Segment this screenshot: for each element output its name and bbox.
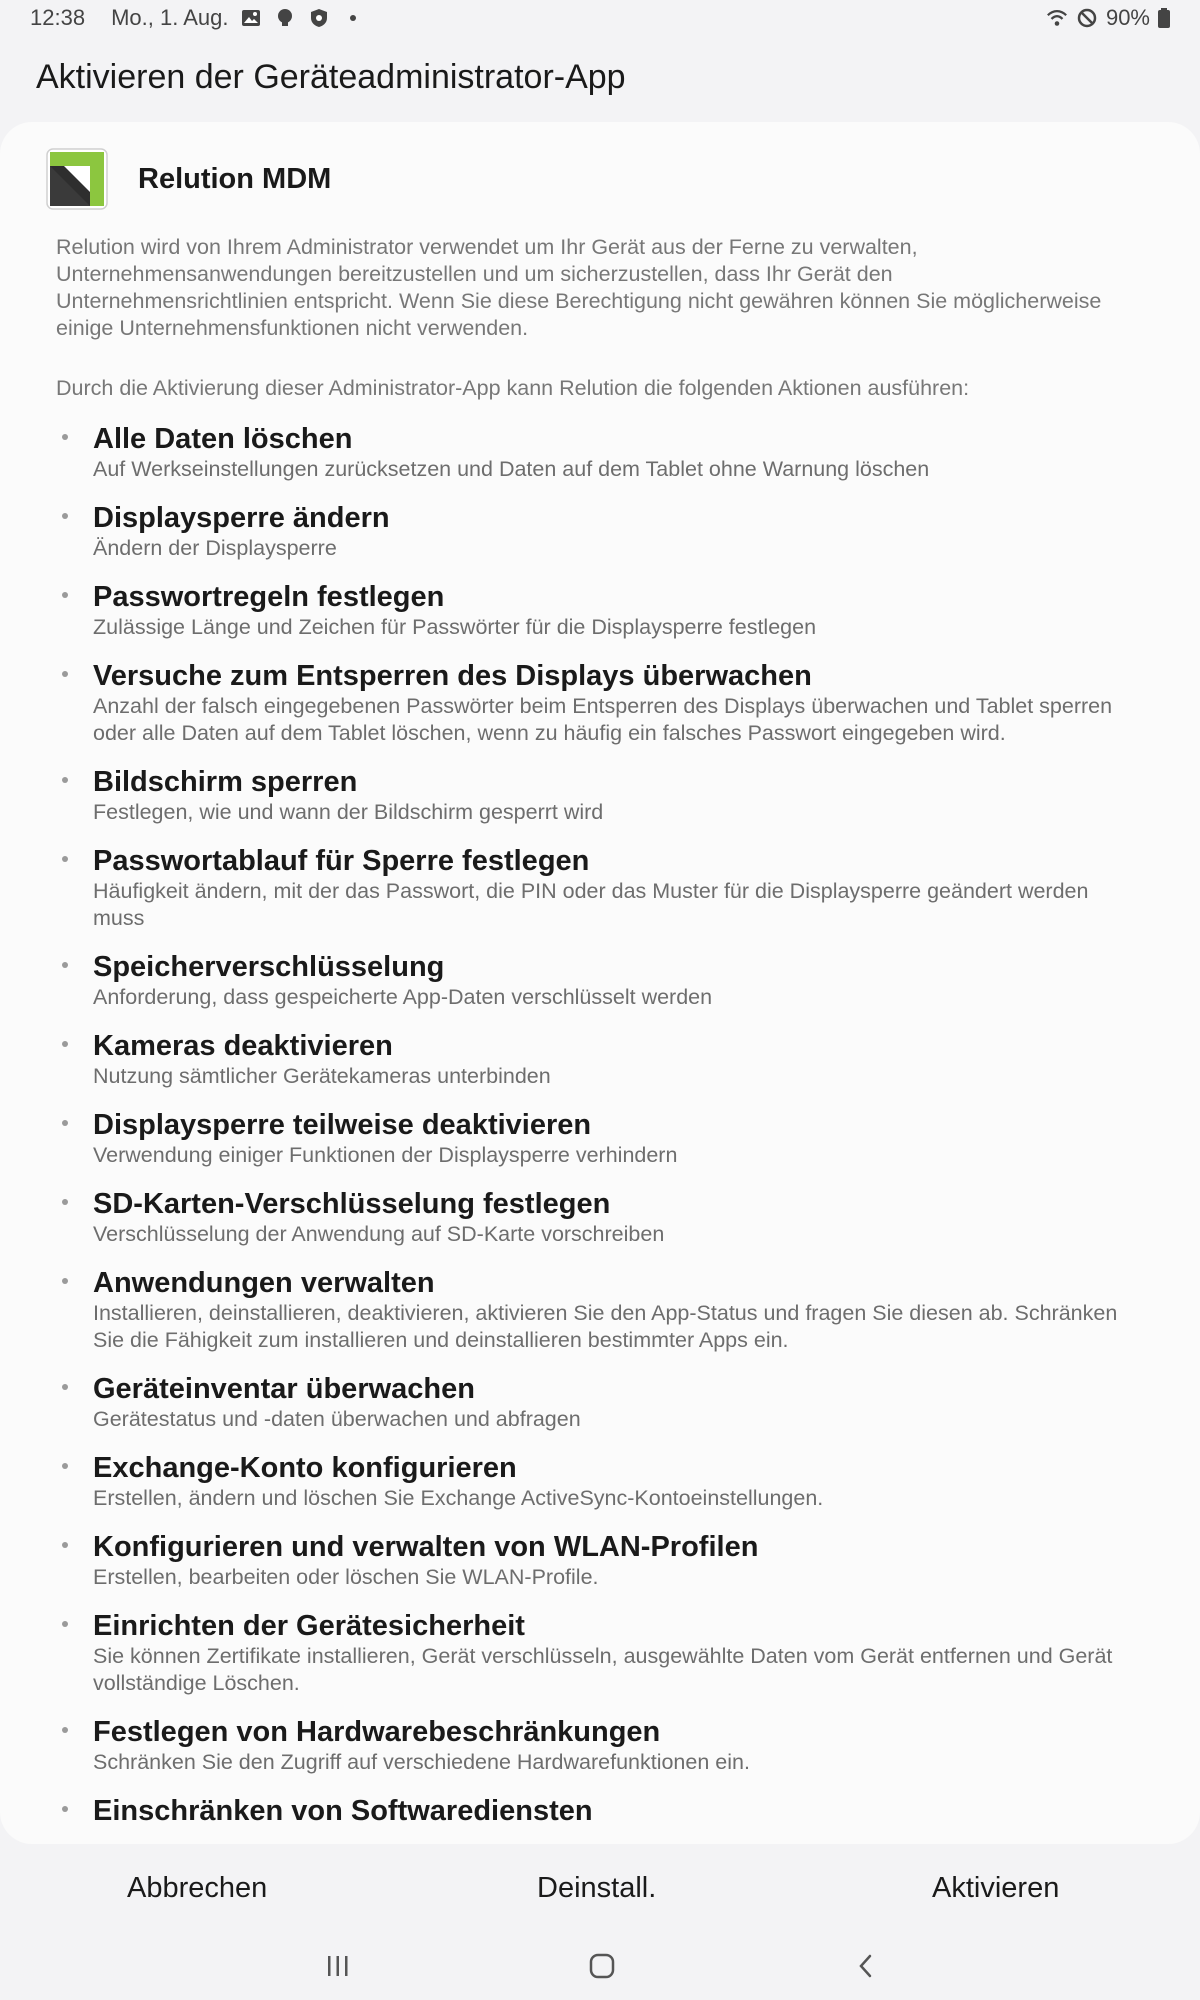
back-icon[interactable] — [844, 1944, 888, 1988]
date: Mo., 1. Aug. — [111, 5, 229, 30]
permission-desc: Sie können Zertifikate installieren, Gerät verschlüsseln, ausgewählte Daten vom Gerät entfernen und Gerät vollständige Löschen. — [93, 1644, 1113, 1695]
permission-title: Geräteinventar überwachen — [93, 1373, 475, 1405]
permission-title: Passwortregeln festlegen — [93, 581, 445, 613]
bullet-icon — [62, 1542, 68, 1548]
permission-title: Kameras deaktivieren — [93, 1030, 393, 1062]
permission-desc: Schränken Sie den Zugriff auf verschiedene Hardwarefunktionen ein. — [93, 1750, 750, 1774]
permission-item — [0, 1108, 1200, 1169]
bullet-icon — [62, 671, 68, 677]
recent-apps-icon[interactable] — [316, 1944, 360, 1988]
permission-desc: Anforderung, dass gespeicherte App-Daten verschlüsselt werden — [93, 985, 713, 1009]
permission-desc: Häufigkeit ändern, mit der das Passwort, die PIN oder das Muster für die Displaysperre geändert werden muss — [93, 879, 1089, 930]
permission-item — [0, 765, 1200, 826]
permission-item — [0, 1187, 1200, 1248]
permission-desc: Festlegen, wie und wann der Bildschirm gesperrt wird — [93, 800, 604, 824]
permission-desc: Gerätestatus und -daten überwachen und abfragen — [93, 1407, 581, 1431]
page-title: Aktivieren der Geräteadministrator-App — [36, 58, 626, 96]
permission-item — [0, 1530, 1200, 1591]
permission-title: Alle Daten löschen — [93, 423, 353, 455]
permission-list — [0, 422, 1200, 1844]
bullet-icon — [62, 1041, 68, 1047]
permission-title: Anwendungen verwalten — [93, 1267, 435, 1299]
app-name: Relution MDM — [138, 162, 332, 195]
permission-title: SD-Karten-Verschlüsselung festlegen — [93, 1188, 611, 1220]
permission-desc: Zulässige Länge und Zeichen für Passwörter für die Displaysperre festlegen — [93, 615, 817, 639]
bullet-icon — [62, 1384, 68, 1390]
permission-title: Einrichten der Gerätesicherheit — [93, 1610, 525, 1642]
bullet-icon — [62, 1199, 68, 1205]
bullet-icon — [62, 777, 68, 783]
permission-desc: Erstellen, ändern und löschen Sie Exchange ActiveSync-Kontoeinstellungen. — [93, 1486, 824, 1510]
do-not-disturb-icon — [1076, 7, 1098, 29]
home-icon[interactable] — [580, 1944, 624, 1988]
cancel-button[interactable]: Abbrechen — [127, 1872, 268, 1904]
permission-title: Displaysperre teilweise deaktivieren — [93, 1109, 592, 1141]
permission-title: Bildschirm sperren — [93, 766, 358, 798]
permission-item — [0, 580, 1200, 641]
permissions-intro: Durch die Aktivierung dieser Administrator-App kann Relution die folgenden Aktionen ausführen: — [56, 376, 970, 400]
bullet-icon — [62, 434, 68, 440]
clock: 12:38 — [30, 5, 86, 30]
permission-item — [0, 1715, 1200, 1776]
bullet-icon — [62, 1463, 68, 1469]
permission-item — [0, 844, 1200, 932]
bullet-icon — [62, 1278, 68, 1284]
permission-item — [0, 422, 1200, 483]
permission-item — [0, 659, 1200, 747]
content-card[interactable] — [0, 122, 1200, 1844]
permission-desc: Anzahl der falsch eingegebenen Passwörter beim Entsperren des Displays überwachen und Tablet sperren oder alle Daten auf dem Tablet löschen, wenn zu häufig ein falsches Passwort eingegeben wird. — [93, 694, 1113, 745]
permission-desc: Verschlüsselung der Anwendung auf SD-Karte vorschreiben — [93, 1222, 665, 1246]
permission-title: Festlegen von Hardwarebeschränkungen — [93, 1716, 661, 1748]
bullet-icon — [62, 856, 68, 862]
permission-title: Konfigurieren und verwalten von WLAN-Profilen — [93, 1531, 759, 1563]
permission-item — [0, 1609, 1200, 1697]
gallery-icon — [240, 7, 262, 29]
permission-item — [0, 950, 1200, 1011]
permission-title: Displaysperre ändern — [93, 502, 390, 534]
permission-title: Versuche zum Entsperren des Displays überwachen — [93, 660, 812, 692]
wifi-icon — [1046, 7, 1068, 29]
permission-title: Speicherverschlüsselung — [93, 951, 445, 983]
permission-item — [0, 501, 1200, 562]
bullet-icon — [62, 962, 68, 968]
permission-item — [0, 1451, 1200, 1512]
permission-desc: Ändern der Displaysperre — [93, 536, 337, 560]
permission-desc: Verwendung einiger Funktionen der Displaysperre verhindern — [93, 1143, 678, 1167]
permission-desc: Nutzung sämtlicher Gerätekameras unterbinden — [93, 1064, 551, 1088]
bullet-icon — [62, 1120, 68, 1126]
bullet-icon — [62, 1621, 68, 1627]
permission-item — [0, 1372, 1200, 1433]
bullet-icon — [62, 592, 68, 598]
permission-title: Passwortablauf für Sperre festlegen — [93, 845, 590, 877]
uninstall-button[interactable]: Deinstall. — [537, 1872, 657, 1904]
bullet-icon — [62, 1806, 68, 1812]
battery-level: 90% — [1105, 5, 1150, 30]
permission-desc: Auf Werkseinstellungen zurücksetzen und Daten auf dem Tablet ohne Warnung löschen — [93, 457, 930, 481]
bullet-icon — [62, 1727, 68, 1733]
permission-desc: Installieren, deinstallieren, deaktivieren, aktivieren Sie den App-Status und fragen Sie diesen ab. Schränken Sie die Fähigkeit zum installieren und deinstallieren bestimmter Apps ein. — [93, 1301, 1118, 1352]
permission-item — [0, 1266, 1200, 1354]
app-description: Relution wird von Ihrem Administrator verwendet um Ihr Gerät aus der Ferne zu verwalten, Unternehmensanwendungen bereitzustellen und um sicherzustellen, dass Ihr Gerät den Unternehmensrichtlinien entspricht. Wenn Sie diese Berechtigung nicht gewähren können Sie möglicherweise einige Unternehmensfunktionen nicht verwenden. — [56, 235, 1102, 340]
action-bar — [0, 1844, 1200, 1930]
battery-icon — [1158, 7, 1170, 29]
activate-button[interactable]: Aktivieren — [932, 1872, 1060, 1904]
permission-title: Exchange-Konto konfigurieren — [93, 1452, 517, 1484]
status-bar — [0, 0, 1200, 36]
permission-item — [0, 1029, 1200, 1090]
shield-icon — [308, 7, 330, 29]
app-header — [44, 146, 331, 212]
navigation-bar — [0, 1934, 1200, 2000]
bullet-icon — [62, 513, 68, 519]
permission-desc: Erstellen, bearbeiten oder löschen Sie WLAN-Profile. — [93, 1565, 599, 1589]
permission-title: Einschränken von Softwarediensten — [93, 1795, 593, 1827]
dot-icon — [342, 7, 364, 29]
permission-item — [0, 1794, 1200, 1828]
relution-logo-icon — [44, 146, 110, 212]
bulb-icon — [274, 7, 296, 29]
